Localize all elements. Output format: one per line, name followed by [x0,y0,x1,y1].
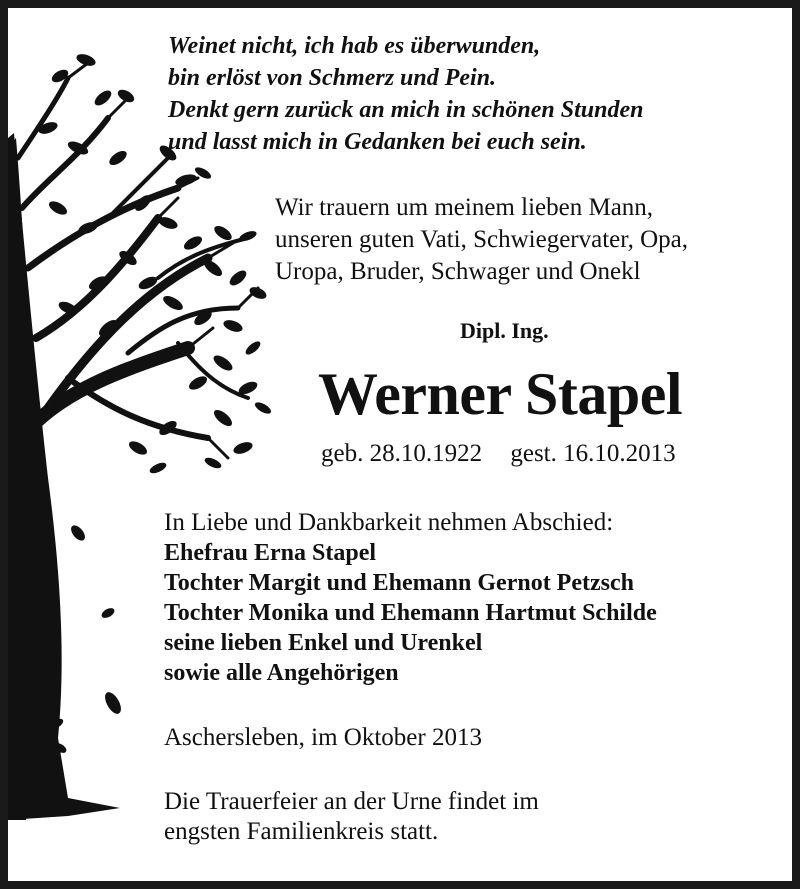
farewell-intro: In Liebe und Dankbarkeit nehmen Abschied: [164,509,614,536]
poem-line: und lasst mich in Gedanken bei euch sein. [168,129,587,155]
birth-date: geb. 28.10.1922 [321,440,483,467]
poem-line: bin erlöst von Schmerz und Pein. [168,65,497,91]
ceremony-line: Die Trauerfeier an der Urne findet im [164,788,539,815]
mourner-line: sowie alle Angehörigen [164,660,399,686]
mourner-line: Tochter Margit und Ehemann Gernot Petzsch [164,570,634,596]
mourner-line: seine lieben Enkel und Urenkel [164,630,483,656]
ceremony-note [164,787,539,847]
death-date: gest. 16.10.2013 [510,440,676,467]
deceased-name: Werner Stapel [318,361,683,427]
farewell-section [164,508,657,688]
intro-line: Uropa, Bruder, Schwager und Onekl [275,258,641,285]
academic-title: Dipl. Ing. [460,318,549,343]
mourning-intro [275,192,688,288]
poem-line: Weinet nicht, ich hab es überwunden, [168,33,541,59]
ceremony-line: engsten Familienkreis statt. [164,818,439,845]
intro-line: Wir trauern um meinem lieben Mann, [275,194,654,221]
mourner-line: Tochter Monika und Ehemann Hartmut Schilde [164,600,657,626]
poem-line: Denkt gern zurück an mich in schönen Stunden [168,97,644,123]
poem-verse [168,30,643,158]
place-date: Aschersleben, im Oktober 2013 [164,724,482,751]
life-dates [321,440,676,468]
obituary-notice [8,8,792,881]
intro-line: unseren guten Vati, Schwiegervater, Opa, [275,226,688,253]
mourner-line: Ehefrau Erna Stapel [164,540,377,566]
